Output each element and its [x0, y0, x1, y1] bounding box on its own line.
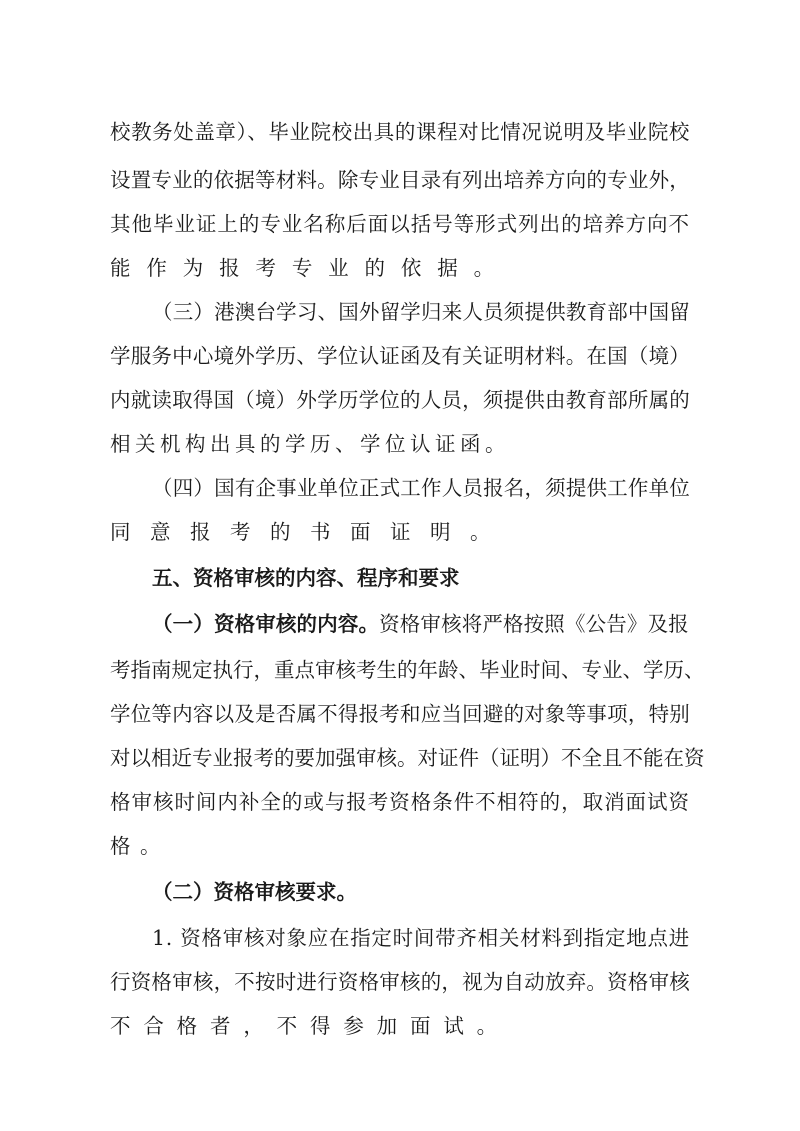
text-line: 格审核时间内补全的或与报考资格条件不相符的，取消面试资: [110, 790, 690, 814]
text-line: 相关机构出具的学历、学位认证函。: [110, 432, 510, 456]
text-line: 学位等内容以及是否属不得报考和应当回避的对象等事项，特别: [110, 702, 690, 726]
text-line: 行资格审核，不按时进行资格审核的，视为自动放弃。资格审核: [110, 970, 690, 994]
text-line: 能作为报考专业的依据。: [110, 256, 510, 280]
text-line: 考指南规定执行，重点审核考生的年龄、毕业时间、专业、学历、: [110, 658, 705, 682]
subheading-1: （一）资格审核的内容。: [152, 612, 380, 636]
text-line: 设置专业的依据等材料。除专业目录有列出培养方向的专业外，: [110, 168, 690, 192]
text-line: 其他毕业证上的专业名称后面以括号等形式列出的培养方向不: [110, 212, 690, 236]
text-line: 同意报考的书面证明。: [110, 520, 510, 544]
text-line: 内就读取得国（境）外学历学位的人员，须提供由教育部所属的: [110, 388, 690, 412]
text-line: 对以相近专业报考的要加强审核。对证件（证明）不全且不能在资: [110, 746, 705, 770]
text-span: 资格审核将严格按照《公告》及报: [379, 612, 689, 636]
text-line: [152, 610, 689, 638]
section-heading: 五、资格审核的内容、程序和要求: [152, 566, 460, 590]
text-line: 格。: [110, 834, 170, 858]
text-line: （四）国有企事业单位正式工作人员报名，须提供工作单位: [152, 476, 690, 500]
text-line: （三）港澳台学习、国外留学归来人员须提供教育部中国留: [152, 300, 690, 324]
text-line: 学服务中心境外学历、学位认证函及有关证明材料。在国（境）: [110, 344, 690, 368]
text-line: 1. 资格审核对象应在指定时间带齐相关材料到指定地点进: [152, 926, 690, 950]
text-line: 校教务处盖章）、毕业院校出具的课程对比情况说明及毕业院校: [110, 120, 690, 144]
text-line: 不合格者，不得参加面试。: [110, 1014, 510, 1038]
subheading-2: （二）资格审核要求。: [152, 880, 357, 904]
